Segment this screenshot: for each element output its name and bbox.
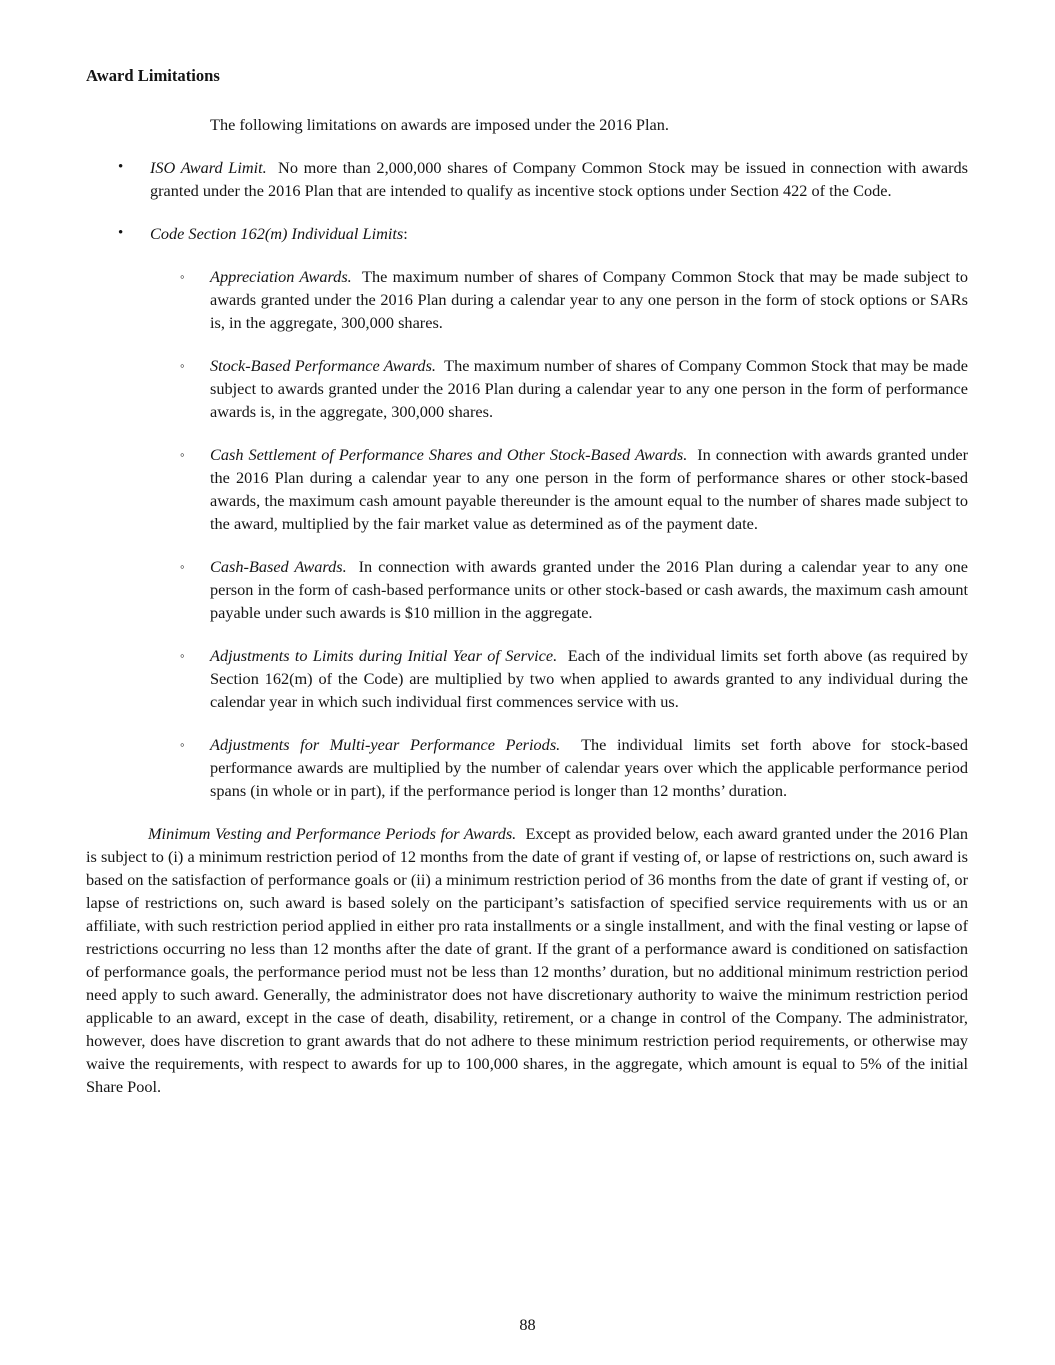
circle-bullet-icon: ◦ bbox=[180, 737, 185, 752]
section-heading: Award Limitations bbox=[86, 66, 220, 85]
document-content bbox=[86, 64, 968, 1098]
circle-bullet-icon: ◦ bbox=[180, 648, 185, 663]
sub-bullet-adjustments-initial-year bbox=[86, 644, 968, 713]
item-lead: Cash-Based Awards. bbox=[210, 557, 347, 576]
circle-bullet-icon: ◦ bbox=[180, 358, 185, 373]
item-text: Each of the individual limits set forth above (as required by Section 162(m) of the Code) are multiplied by two when applied to awards granted to any individual during the calendar year in which such individual first commences service with us. bbox=[210, 646, 968, 711]
item-lead: Appreciation Awards. bbox=[210, 267, 352, 286]
item-lead: Cash Settlement of Performance Shares and Other Stock-Based Awards. bbox=[210, 445, 688, 464]
item-text: The maximum number of shares of Company Common Stock that may be made subject to awards granted under the 2016 Plan during a calendar year to any one person in the form of stock options or SARs is, in the aggregate, 300,000 shares. bbox=[210, 267, 968, 332]
paragraph-text: Except as provided below, each award granted under the 2016 Plan is subject to (i) a minimum restriction period of 12 months from the date of grant if vesting of, or lapse of restrictions on, such award is based on the satisfaction of performance goals or (ii) a minimum restriction period of 36 months from the date of grant if vesting of, or lapse of restrictions on, such award is based solely on the participant’s satisfaction of specified service requirements with us or an affiliate, with such restriction period applied in either pro rata installments or a single installment, and with the final vesting or lapse of restrictions occurring no less than 12 months after the date of grant. If the grant of a performance award is conditioned on satisfaction of performance goals, the performance period must not be less than 12 months’ duration, but no additional minimum restriction period need apply to such award. Generally, the administrator does not have discretionary authority to waive the minimum restriction period applicable to an award, except in the case of death, disability, retirement, or a change in control of the Company. The administrator, however, does have discretion to grant awards that do not adhere to these minimum restriction period requirements, or otherwise may waive the requirements, with respect to awards for up to 100,000 shares, in the aggregate, which amount is equal to 5% of the initial Share Pool. bbox=[86, 824, 968, 1096]
item-lead: Stock-Based Performance Awards. bbox=[210, 356, 436, 375]
bullet-item-iso-award-limit bbox=[86, 156, 968, 202]
closing-paragraph bbox=[86, 822, 968, 1098]
paragraph-lead: Minimum Vesting and Performance Periods for Awards. bbox=[148, 824, 517, 843]
item-text: : bbox=[403, 224, 408, 243]
bullet-item-code-section-162m bbox=[86, 222, 968, 245]
intro-paragraph: The following limitations on awards are imposed under the 2016 Plan. bbox=[210, 115, 669, 134]
sub-bullet-cash-based-awards bbox=[86, 555, 968, 624]
item-text: In connection with awards granted under the 2016 Plan during a calendar year to any one person in the form of cash-based performance units or other stock-based or cash awards, the maximum cash amount payable under such awards is $10 million in the aggregate. bbox=[210, 557, 968, 622]
circle-bullet-icon: ◦ bbox=[180, 447, 185, 462]
page-number: 88 bbox=[519, 1315, 536, 1334]
bullet-icon: • bbox=[118, 225, 124, 241]
item-lead: Adjustments for Multi-year Performance Periods. bbox=[210, 735, 561, 754]
item-lead: ISO Award Limit. bbox=[150, 158, 267, 177]
sub-bullet-stock-based-performance-awards bbox=[86, 354, 968, 423]
sub-bullet-cash-settlement bbox=[86, 443, 968, 535]
item-text: No more than 2,000,000 shares of Company Common Stock may be issued in connection with awards granted under the 2016 Plan that are intended to qualify as incentive stock options under Section 422 of the Code. bbox=[150, 158, 968, 200]
item-lead: Adjustments to Limits during Initial Year of Service. bbox=[210, 646, 558, 665]
item-text: The individual limits set forth above for stock-based performance awards are multiplied by the number of calendar years over which the applicable performance period spans (in whole or in part), if the performance period is longer than 12 months’ duration. bbox=[210, 735, 968, 800]
sub-bullet-appreciation-awards bbox=[86, 265, 968, 334]
item-lead: Code Section 162(m) Individual Limits bbox=[150, 224, 404, 243]
circle-bullet-icon: ◦ bbox=[180, 269, 185, 284]
item-text: The maximum number of shares of Company Common Stock that may be made subject to awards granted under the 2016 Plan during a calendar year to any one person in the form of performance awards is, in the aggregate, 300,000 shares. bbox=[210, 356, 968, 421]
item-text: In connection with awards granted under the 2016 Plan during a calendar year to any one person in the form of performance shares or other stock-based awards, the maximum cash amount payable thereunder is the amount equal to the number of shares made subject to the award, multiplied by the fair market value as determined as of the payment date. bbox=[210, 445, 968, 533]
bullet-icon: • bbox=[118, 159, 124, 175]
circle-bullet-icon: ◦ bbox=[180, 559, 185, 574]
sub-bullet-adjustments-multi-year bbox=[86, 733, 968, 802]
